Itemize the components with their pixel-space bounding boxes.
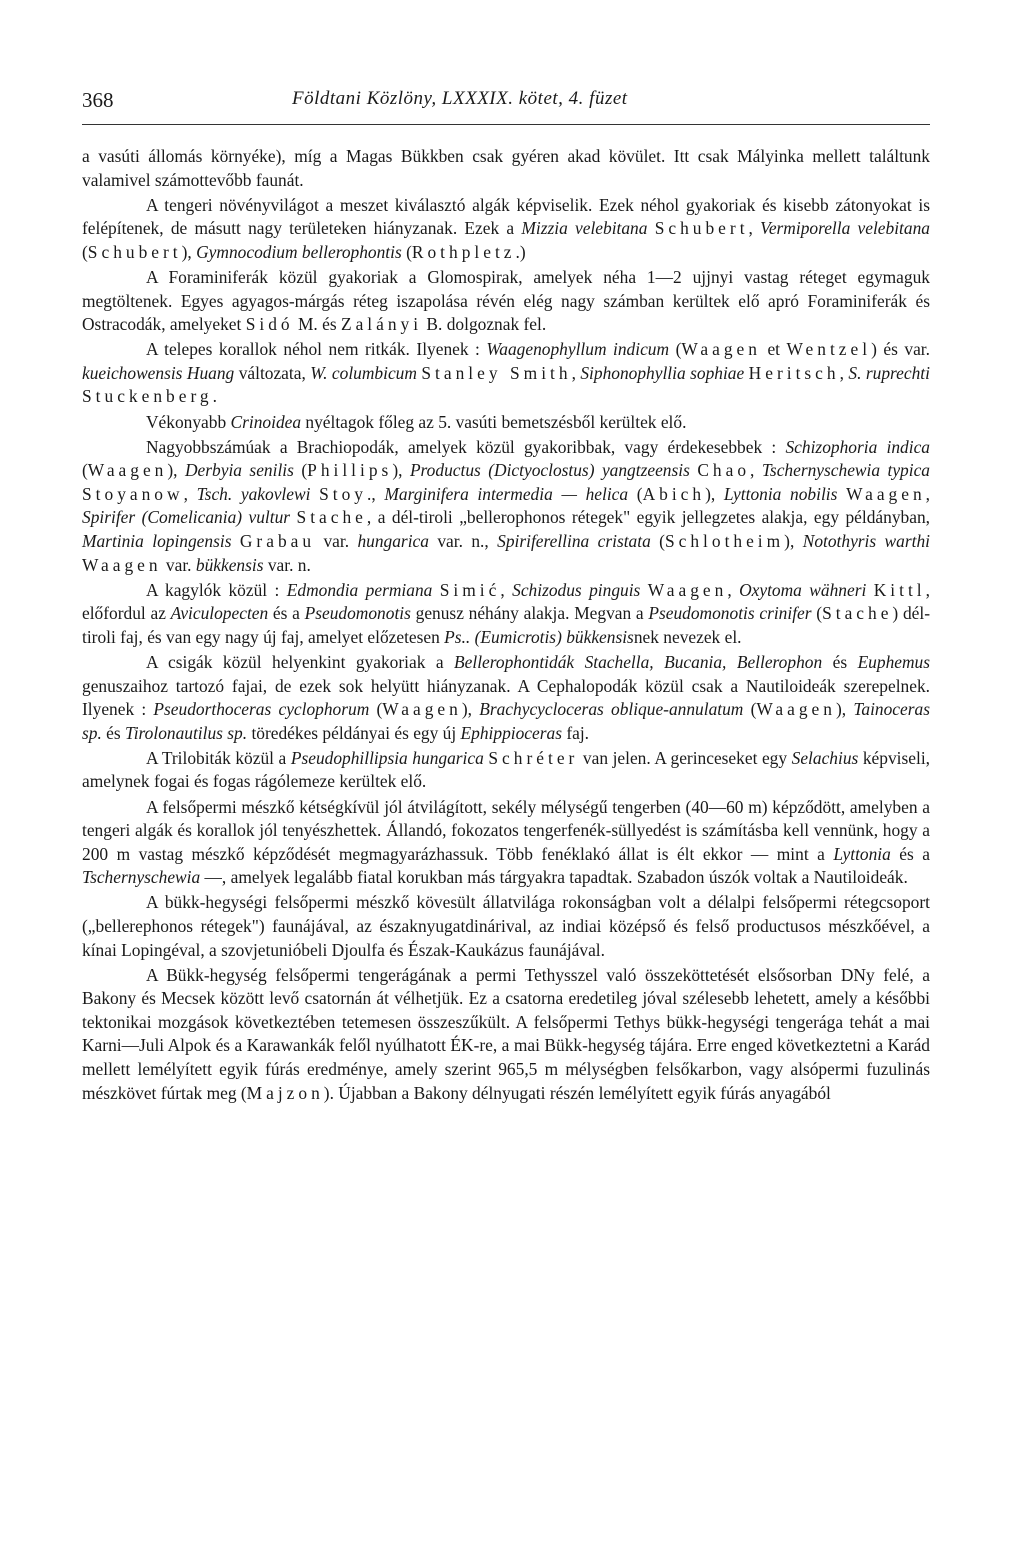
text-run: és bbox=[101, 722, 125, 743]
journal-title: Földtani Közlöny, LXXXIX. kötet, 4. füzet bbox=[292, 88, 628, 109]
text-run bbox=[640, 580, 647, 600]
spaced-author: Majzon bbox=[246, 1082, 324, 1103]
spaced-author: Stuckenberg bbox=[82, 386, 213, 407]
spaced-author: Kittl bbox=[873, 579, 926, 600]
article-body bbox=[82, 145, 930, 1105]
text-run: nyéltagok főleg az 5. vasúti bemetszésből kerültek elő. bbox=[301, 411, 687, 432]
text-run bbox=[647, 218, 654, 238]
spaced-author: Stache bbox=[822, 603, 893, 624]
text-run: , bbox=[500, 579, 513, 600]
text-run: ( bbox=[743, 699, 757, 720]
text-run: ), bbox=[705, 483, 724, 504]
italic-taxon: Pseudomonotis crinifer bbox=[648, 603, 812, 624]
italic-taxon: Mizzia velebitana bbox=[521, 218, 648, 239]
spaced-author: Rothpletz bbox=[411, 241, 516, 262]
text-run bbox=[310, 484, 319, 504]
italic-taxon: Euphemus bbox=[857, 651, 931, 672]
italic-taxon: Waagenophyllum indicum bbox=[486, 339, 670, 360]
text-run: genuszaihoz tartozó fajai, de ezek sok helyütt hiányzanak. A Cephalopodák közül csak a Nautiloideák szerepelnek. Ilyenek : bbox=[82, 675, 930, 720]
spaced-author: Waagen bbox=[87, 460, 168, 481]
italic-taxon: Tschernyschewia bbox=[82, 867, 201, 888]
italic-taxon: Marginifera intermedia — helica bbox=[384, 483, 629, 504]
spaced-author: Waagen bbox=[681, 339, 761, 360]
text-run: A Foraminiferák közül gyakoriak a Glomospirak, amelyek néha 1—2 ujjnyi vastag réteget egymaguk megtöltenek. Egyes agyagos-márgás réteg iszapolása révén elég nagy számban kerültek elő apró Foraminiferák és Ostracodák, amelyeket bbox=[82, 266, 930, 335]
spaced-author: Waagen bbox=[846, 483, 926, 504]
paragraph bbox=[82, 436, 930, 578]
spaced-author: Waagen bbox=[382, 699, 462, 720]
spaced-author: Schubert bbox=[654, 218, 749, 239]
text-run: ( bbox=[369, 699, 383, 720]
text-run: var. bbox=[315, 531, 358, 551]
text-run: a vasúti állomás környéke), míg a Magas Bükkben csak gyéren akad kövület. Itt csak Mályinka mellett találtunk valamivel számottevőbb faunát. bbox=[82, 146, 930, 190]
text-run: és a bbox=[890, 843, 931, 864]
italic-taxon: Pseudorthoceras cyclophorum bbox=[153, 699, 370, 720]
italic-taxon: Schizophoria indica bbox=[785, 436, 930, 457]
text-run: , előfordul az bbox=[82, 579, 930, 624]
text-run bbox=[231, 531, 239, 551]
spaced-author: Stoyanow bbox=[82, 483, 184, 504]
italic-taxon: Edmondia permiana bbox=[286, 579, 433, 600]
text-run: A bükk-hegységi felsőpermi mészkő kövesült állatvilága rokonságban volt a délalpi felsőpermi rétegcsoport („bellerephonos rétegek") faunájával, az északnyugatdinárival, az indiai középső és felső productusos mészkőével, a kínai Lopingéval, a szovjetunióbeli Djoulfa és Észak-Kaukázus faunájával. bbox=[82, 892, 930, 960]
text-run: képviseli, amelynek fogai és fogas rágólemeze kerültek elő. bbox=[82, 747, 930, 792]
spaced-author: Waagen bbox=[82, 554, 162, 575]
paragraph bbox=[82, 651, 930, 745]
text-run: et bbox=[760, 339, 787, 360]
text-run: Nagyobbszámúak a Brachiopodák, amelyek közül gyakoribbak, vagy érdekesebbek : bbox=[146, 436, 786, 457]
italic-taxon: Pseudomonotis bbox=[304, 603, 411, 624]
italic-taxon: Tirolonautilus sp. bbox=[125, 722, 248, 743]
italic-taxon: Ephippioceras bbox=[460, 722, 562, 743]
spaced-author: Stache bbox=[296, 507, 367, 528]
paragraph bbox=[82, 194, 930, 265]
italic-taxon: Lyttonia bbox=[833, 843, 891, 864]
text-run: ) dél-tiroli faj, és van egy nagy új faj, amelyet előzetesen bbox=[82, 603, 930, 647]
text-run: és bbox=[822, 651, 858, 672]
text-run: ), bbox=[392, 460, 410, 481]
text-run bbox=[866, 580, 873, 600]
spaced-author: Simić bbox=[439, 579, 501, 600]
text-run: A csigák közül helyenkint gyakoriak a bbox=[146, 651, 455, 672]
italic-taxon: Selachius bbox=[791, 747, 859, 768]
text-run: M. és bbox=[293, 314, 341, 335]
spaced-author: Stanley Smith bbox=[421, 362, 572, 383]
paragraph bbox=[82, 145, 930, 192]
text-run: ), bbox=[181, 241, 197, 262]
italic-taxon: hungarica bbox=[357, 531, 429, 551]
spaced-author: Chao bbox=[697, 460, 751, 481]
text-run: , bbox=[727, 579, 740, 600]
spaced-author: Waagen bbox=[647, 579, 728, 600]
text-run: van jelen. A gerinceseket egy bbox=[578, 747, 792, 768]
text-run: Vékonyabb bbox=[146, 411, 231, 432]
text-run: genusz néhány alakja. Megvan a bbox=[410, 603, 649, 624]
italic-taxon: S. ruprechti bbox=[848, 362, 930, 383]
text-run bbox=[837, 484, 846, 504]
text-run: ( bbox=[628, 483, 643, 504]
paragraph bbox=[82, 747, 930, 794]
text-run: A felsőpermi mészkő kétségkívül jól átvilágított, sekély mélységű tengerben (40—60 m) képződött, amelyben a tengeri algák és korallok jól tenyészhettek. Állandó, fokozatos tengerfenék-süllyedést is számításba kell vennünk, hogy a 200 m vastag mészkő képződését megmagyarázhassuk. Több fenéklakó állat is élt ekkor — mint a bbox=[82, 796, 930, 864]
paragraph bbox=[82, 964, 930, 1106]
text-run: var. n. bbox=[263, 554, 311, 575]
spaced-author: Abich bbox=[642, 483, 706, 504]
italic-taxon: Vermiporella velebitana bbox=[760, 218, 930, 239]
spaced-author: Schréter bbox=[488, 747, 579, 768]
text-run: A tengeri növényvilágot a meszet kiválasztó algák képviselik. Ezek néhol gyakoriak és kisebb zátonyokat is felépítenek, de másutt nagy területeken hiányzanak. Ezek a bbox=[82, 194, 930, 239]
text-run bbox=[432, 580, 439, 600]
text-run: ) és var. bbox=[871, 339, 930, 360]
spaced-author: Zalányi bbox=[340, 314, 423, 335]
italic-taxon: Tsch. yakovlewi bbox=[196, 483, 311, 504]
text-run: változata, bbox=[234, 362, 311, 383]
text-run: ( bbox=[669, 339, 682, 360]
text-run: ( bbox=[293, 460, 308, 481]
spaced-author: Waagen bbox=[756, 699, 836, 720]
text-run: B. dolgoznak fel. bbox=[422, 314, 547, 335]
text-run: , bbox=[571, 362, 581, 383]
italic-taxon: kueichowensis Huang bbox=[82, 362, 235, 383]
text-run: var. n., bbox=[428, 531, 498, 551]
paragraph bbox=[82, 579, 930, 650]
spaced-author: Wentzel bbox=[786, 339, 872, 360]
italic-taxon: Tschernyschewia typica bbox=[761, 460, 930, 481]
italic-taxon: Brachycycloceras oblique-annulatum bbox=[479, 699, 744, 720]
italic-taxon: Gymnocodium bellerophontis bbox=[196, 241, 402, 262]
paragraph bbox=[82, 266, 930, 337]
text-run: , bbox=[183, 483, 197, 504]
text-run: ), bbox=[784, 531, 803, 551]
page-header bbox=[82, 88, 930, 125]
italic-taxon: Spirifer (Comelicania) vultur bbox=[82, 507, 291, 528]
text-run: . bbox=[212, 386, 217, 407]
text-run: és a bbox=[268, 603, 305, 624]
italic-taxon: Ps.. (Eumicrotis) bükkensis bbox=[444, 626, 634, 647]
text-run: —, amelyek legalább fiatal korukban más tárgyakra tapadtak. Szabadon úszók voltak a Nautiloideák. bbox=[200, 867, 908, 888]
spaced-author: Sidó bbox=[245, 314, 294, 335]
text-run: töredékes példányai és egy új bbox=[247, 722, 461, 743]
text-run: ( bbox=[811, 603, 823, 624]
text-run: ( bbox=[82, 241, 88, 262]
italic-taxon: Lyttonia nobilis bbox=[723, 483, 838, 504]
text-run: , bbox=[750, 460, 762, 481]
text-run: ., bbox=[367, 483, 385, 504]
text-run: nek nevezek el. bbox=[633, 626, 742, 647]
spaced-author: Heritsch bbox=[748, 362, 840, 383]
text-run: A telepes korallok néhol nem ritkák. Ilyenek : bbox=[146, 339, 487, 360]
text-run: ( bbox=[401, 241, 412, 262]
text-run: faj. bbox=[561, 722, 590, 743]
paragraph bbox=[82, 338, 930, 409]
text-run: , bbox=[748, 218, 761, 239]
text-run: , a dél-tiroli „bellerophonos rétegek" egyik jellegzetes alakja, egy példányban, bbox=[366, 507, 930, 528]
italic-taxon: W. columbicum bbox=[310, 362, 417, 383]
italic-taxon: Oxytoma wähneri bbox=[739, 579, 867, 600]
spaced-author: Grabau bbox=[239, 531, 316, 551]
text-run: A Trilobiták közül a bbox=[146, 747, 291, 768]
italic-taxon: Schizodus pinguis bbox=[512, 579, 641, 600]
italic-taxon: Notothyris warthi bbox=[802, 531, 930, 551]
text-run: .) bbox=[515, 241, 526, 262]
italic-taxon: Bellerophontidák Stachella, Bucania, Bellerophon bbox=[454, 651, 823, 672]
italic-taxon: bükkensis bbox=[195, 554, 264, 575]
italic-taxon: Tainoceras sp. bbox=[82, 699, 930, 743]
text-run: , bbox=[839, 362, 849, 383]
paragraph bbox=[82, 796, 930, 890]
italic-taxon: Derbyia senilis bbox=[184, 460, 294, 481]
text-run: ). Újabban a Bakony délnyugati részén lemélyített egyik fúrás anyagából bbox=[323, 1082, 831, 1103]
page-number: 368 bbox=[82, 88, 114, 112]
text-run: ( bbox=[650, 531, 665, 551]
italic-taxon: Spiriferellina cristata bbox=[497, 531, 651, 551]
italic-taxon: Martinia lopingensis bbox=[82, 531, 232, 551]
text-run: A Bükk-hegység felsőpermi tengerágának a permi Tethysszel való összeköttetését elsősorban DNy felé, a Bakony és Mecsek között levő csatornán át vélhetjük. Ez a csatorna eredetileg jóval szélesebb lehetett, amely a későbbi tektonikai mozgások következtében tetemesen összeszűkült. A felsőpermi Tethys bükk-hegységi tengerága tehát a mai Karni—Juli Alpok és a Karawankák felől nyúlhatott ÉK-re, a mai Bükk-hegység tájára. Erre enged következtetni a Karád mellett lemélyített egyik fúrás eredménye, amely szerint 965,5 m mélységben felsőkarbon, vagy alsópermi fuzulinás mészkövet fúrtak meg ( bbox=[82, 964, 930, 1103]
italic-taxon: Crinoidea bbox=[230, 411, 302, 432]
text-run: ), bbox=[167, 460, 185, 481]
italic-taxon: Pseudophillipsia hungarica bbox=[290, 747, 484, 768]
paragraph bbox=[82, 411, 930, 435]
italic-taxon: Aviculopecten bbox=[170, 603, 269, 624]
text-run: , bbox=[925, 483, 931, 504]
spaced-author: Schubert bbox=[87, 241, 182, 262]
italic-taxon: Siphonophyllia sophiae bbox=[580, 362, 745, 383]
text-run: ), bbox=[461, 699, 480, 720]
spaced-author: Schlotheim bbox=[664, 531, 785, 551]
italic-taxon: Productus (Dictyoclostus) yangtzeensis bbox=[409, 460, 690, 481]
spaced-author: Phillips bbox=[307, 460, 393, 481]
paragraph bbox=[82, 891, 930, 962]
text-run: ), bbox=[835, 699, 854, 720]
spaced-author: Stoy bbox=[319, 483, 368, 504]
text-run: A kagylók közül : bbox=[146, 579, 287, 600]
text-run: var. bbox=[161, 554, 196, 575]
text-run: ( bbox=[82, 460, 88, 481]
